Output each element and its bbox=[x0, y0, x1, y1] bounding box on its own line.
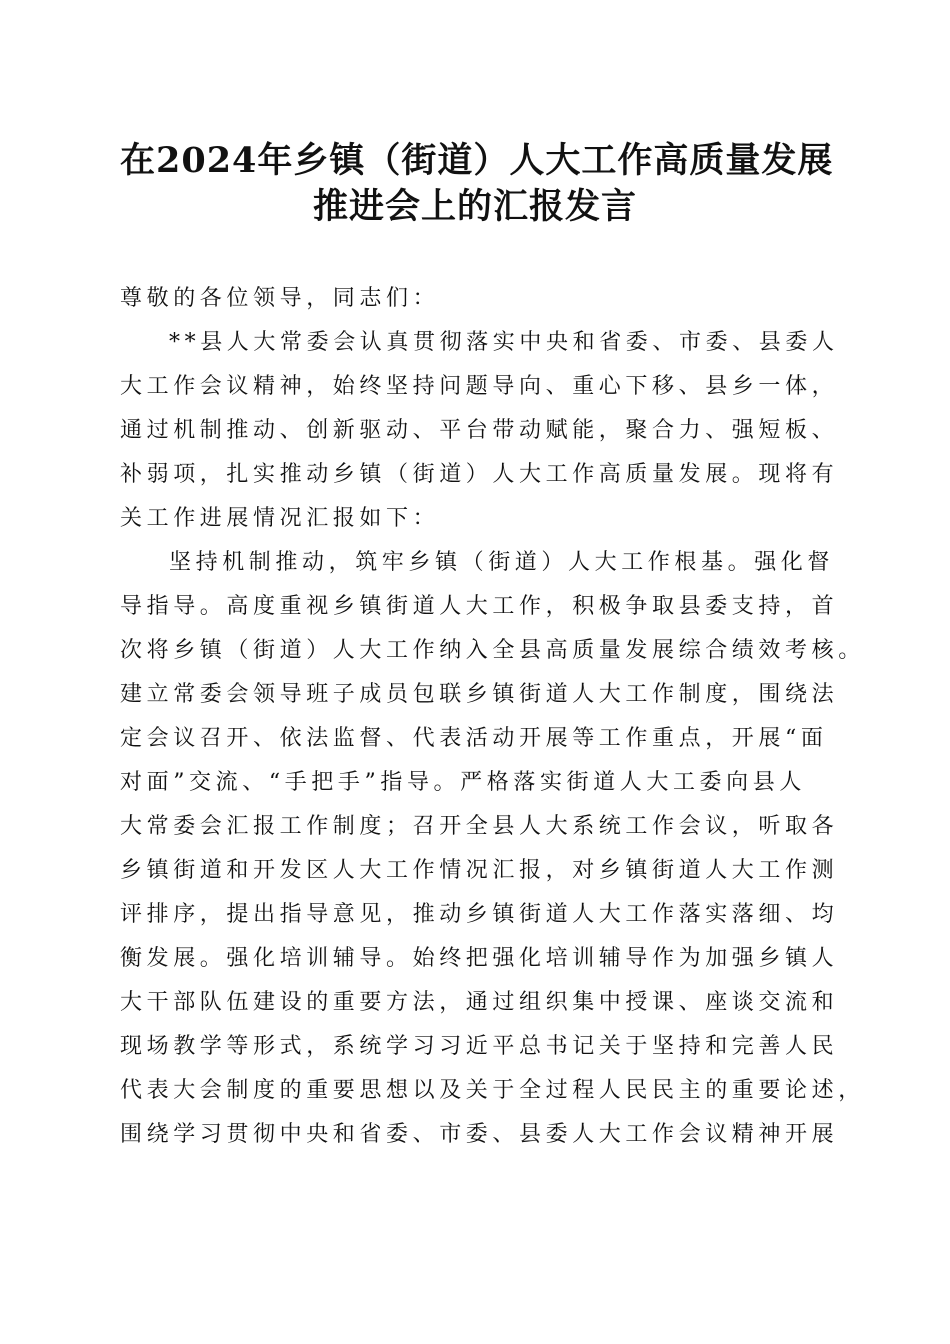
text-line: 导指导。高度重视乡镇街道人大工作，积极争取县委支持，首 bbox=[120, 594, 839, 619]
text-line: 围绕学习贯彻中央和省委、市委、县委人大工作会议精神开展 bbox=[120, 1122, 839, 1147]
text-line: **县人大常委会认真贯彻落实中央和省委、市委、县委人 bbox=[169, 330, 839, 355]
document-title-line-2: 推进会上的汇报发言 bbox=[312, 186, 637, 227]
text-line: 通过机制推动、创新驱动、平台带动赋能，聚合力、强短板、 bbox=[120, 418, 839, 443]
text-line: 大工作会议精神，始终坚持问题导向、重心下移、县乡一体， bbox=[120, 374, 839, 399]
text-line: 大干部队伍建设的重要方法，通过组织集中授课、座谈交流和 bbox=[120, 990, 839, 1015]
text-line: 次将乡镇（街道）人大工作纳入全县高质量发展综合绩效考核。 bbox=[120, 638, 865, 663]
text-line: 乡镇街道和开发区人大工作情况汇报，对乡镇街道人大工作测 bbox=[120, 858, 839, 883]
text-line: 定会议召开、依法监督、代表活动开展等工作重点，开展“面 bbox=[120, 726, 828, 751]
paragraph-intro bbox=[120, 321, 839, 541]
text-line: 坚持机制推动，筑牢乡镇（街道）人大工作根基。强化督 bbox=[169, 550, 835, 575]
text-line: 代表大会制度的重要思想以及关于全过程人民民主的重要论述， bbox=[120, 1078, 865, 1103]
text-line: 补弱项，扎实推动乡镇（街道）人大工作高质量发展。现将有 bbox=[120, 462, 839, 487]
text-line: 对面”交流、“手把手”指导。严格落实街道人大工委向县人 bbox=[120, 770, 806, 795]
text-line: 关工作进展情况汇报如下： bbox=[120, 506, 440, 531]
salutation: 尊敬的各位领导，同志们： bbox=[120, 286, 440, 311]
document-title-line-1: 在2024年乡镇（街道）人大工作高质量发展 bbox=[120, 140, 834, 181]
text-line: 建立常委会领导班子成员包联乡镇街道人大工作制度，围绕法 bbox=[120, 682, 839, 707]
text-line: 评排序，提出指导意见，推动乡镇街道人大工作落实落细、均 bbox=[120, 902, 839, 927]
paragraph-mechanism bbox=[120, 541, 865, 1157]
text-line: 现场教学等形式，系统学习习近平总书记关于坚持和完善人民 bbox=[120, 1034, 839, 1059]
text-line: 衡发展。强化培训辅导。始终把强化培训辅导作为加强乡镇人 bbox=[120, 946, 839, 971]
text-line: 大常委会汇报工作制度；召开全县人大系统工作会议，听取各 bbox=[120, 814, 839, 839]
